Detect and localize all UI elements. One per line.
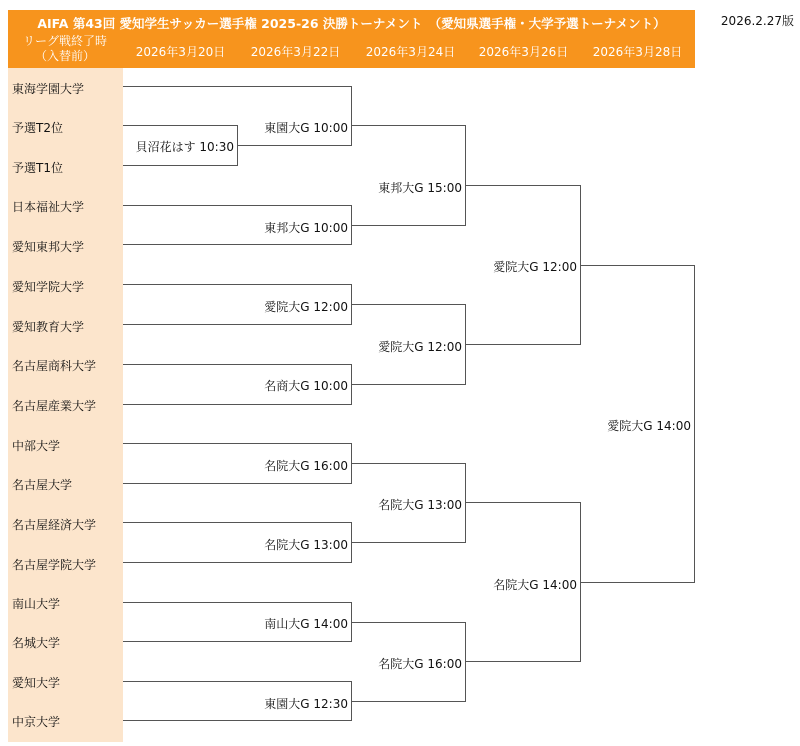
match-qf-label: 名院大G 13:00 xyxy=(378,498,462,512)
team-entry: 予選T2位 xyxy=(12,121,63,135)
team-entry: 名古屋商科大学 xyxy=(12,359,97,373)
team-entry: 愛知学院大学 xyxy=(12,280,85,294)
bracket-qf-1 xyxy=(352,126,466,226)
match-r1-label: 名院大G 16:00 xyxy=(264,459,348,473)
page-title: AIFA 第43回 愛知学生サッカー選手権 2025-26 決勝トーナメント （愛知県選手権・大学予選トーナメント） xyxy=(37,16,666,31)
match-qf-label: 東邦大G 15:00 xyxy=(378,181,462,195)
match-r1-label: 東園大G 12:30 xyxy=(264,697,348,711)
team-entry: 名古屋経済大学 xyxy=(12,518,97,532)
match-r1-label: 東園大G 10:00 xyxy=(264,121,348,135)
team-entry: 愛知大学 xyxy=(12,676,61,690)
team-entry: 中部大学 xyxy=(12,439,61,453)
date-semifinal: 2026年3月26日 xyxy=(478,45,569,59)
date-final: 2026年3月28日 xyxy=(592,45,683,59)
team-entry: 中京大学 xyxy=(12,715,61,729)
match-qf-label: 名院大G 16:00 xyxy=(378,657,462,671)
match-sf-label: 名院大G 14:00 xyxy=(493,578,577,592)
date-round1-prelim: 2026年3月20日 xyxy=(135,45,226,59)
match-final-label: 愛院大G 14:00 xyxy=(607,419,691,433)
team-entry: 名城大学 xyxy=(12,636,61,650)
match-r1-label: 東邦大G 10:00 xyxy=(264,221,348,235)
team-entry: 名古屋産業大学 xyxy=(12,399,97,413)
team-entry: 名古屋学院大学 xyxy=(12,558,97,572)
version-label: 2026.2.27版 xyxy=(720,14,794,28)
date-round1: 2026年3月22日 xyxy=(250,45,341,59)
team-entry: 南山大学 xyxy=(12,597,61,611)
league-label-line2: （入替前） xyxy=(34,49,95,63)
match-r1-label: 南山大G 14:00 xyxy=(264,617,348,631)
team-entry: 愛知東邦大学 xyxy=(12,240,85,254)
match-qf-label: 愛院大G 12:00 xyxy=(378,340,462,354)
team-entry: 日本福祉大学 xyxy=(12,200,85,214)
team-entry: 予選T1位 xyxy=(12,161,63,175)
match-r1-label: 名商大G 10:00 xyxy=(264,379,348,393)
match-sf-label: 愛院大G 12:00 xyxy=(493,260,577,274)
team-entry: 東海学園大学 xyxy=(12,82,85,96)
team-entry: 名古屋大学 xyxy=(12,478,73,492)
match-r1-label: 名院大G 13:00 xyxy=(264,538,348,552)
league-label-line1: リーグ戦終了時 xyxy=(22,34,107,48)
match-prelim-label: 貝沼花はす 10:30 xyxy=(135,140,234,154)
match-r1-label: 愛院大G 12:00 xyxy=(264,300,348,314)
date-quarterfinal: 2026年3月24日 xyxy=(365,45,456,59)
team-entry: 愛知教育大学 xyxy=(12,320,85,334)
